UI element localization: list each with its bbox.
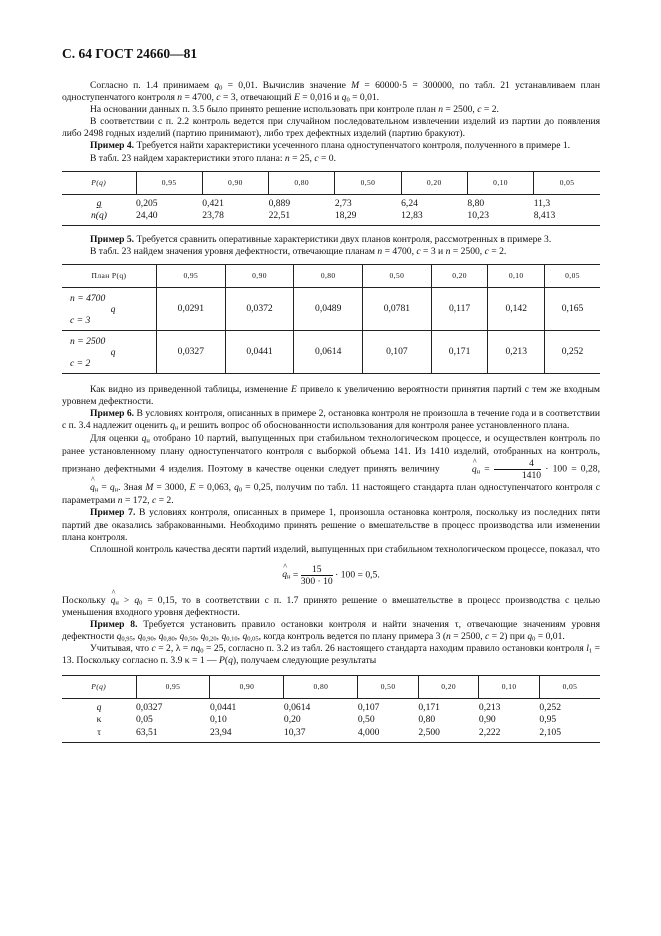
table-cell: 0,05 [136,714,153,726]
table-3-col: 0,05 [539,676,600,699]
table-cell: 22,51 [269,210,335,226]
table-1-col: 0,90 [202,171,268,194]
table-cell: 0,142 [488,288,545,331]
table-2-col: 0,80 [294,265,363,288]
table-1-col: 0,05 [534,171,600,194]
paragraph-3: В соответствии с п. 2.2 контроль ведется при случайном последовательном извлечении изделий из партии до появления либо 2498 годных изделий (партию принимают), либо трех дефектных изделий (партию бракуют). [62,116,600,140]
q-hat-symbol: ^ $q_н$ [111,595,119,607]
table-2-col: 0,50 [363,265,432,288]
table-cell: 0,117 [431,288,488,331]
table-cell: 0,205 [136,197,158,209]
table-3-col: 0,10 [479,676,540,699]
table-cell: 0,80 [418,714,436,726]
table-row [62,714,600,726]
example-8: Пример 8. Требуется установить правило остановки контроля и найти значения τ, отвечающие значениям уровня дефектности $q_{0,95}$, $q_{0,90}$, $q_{0,80}$, $q_{0,50}$, $q_{0,20}$, $q_{0,10}$, $q_{0,05}$, когда контроль ведется по плану примера 3 (n = 2500, c = 2) при $q_0 = 0,01$. [62,618,600,643]
table-cell: 0,0781 [363,288,432,331]
table-cell: 0,107 [357,702,380,714]
row-label: q [96,702,102,714]
table-cell: 2,105 [539,727,600,743]
table-cell: 0,10 [209,714,227,726]
table-row [62,194,600,210]
row-label: q [96,197,102,209]
table-2-col: 0,90 [225,265,294,288]
table-cell: 0,171 [418,702,440,714]
row-label: τ [62,727,136,743]
table-3-col: 0,80 [284,676,358,699]
table-1-head-label: P(q) [62,171,136,194]
table-cell: 2,222 [479,727,540,743]
table-3-header [62,676,600,699]
table-cell: 0,50 [357,714,375,726]
table-3-col: 0,95 [136,676,210,699]
table-row [62,331,600,374]
table-cell: 0,252 [545,331,600,374]
table-row [62,210,600,226]
example-6-estimate: Для оценки $q_н$ отобрано 10 партий, выпущенных при стабильном технологическом процессе, и осуществлен контроль по ранее установленному плану одноступенчатого контроля с выборкой объема 141. Из 1410 изделий, отобранных на контроль, признано дефектными 4 изделия. Поэтому в качестве оценки следует принять величину ^ $q_н$ = $\frac{4}{1410}$ · 100 = 0,28, ^ $q_н = q_н$. Зная M = 3000, E = 0,063, $q_0 = 0,25$, получим по табл. 11 настоящего стандарта план одноступенчатого контроля с параметрами n = 172, c = 2. [62,432,600,507]
table-1-col: 0,95 [136,171,202,194]
fraction: $\frac{15}{300 \cdot 10}$ [300,563,333,587]
example-4: Пример 4. Требуется найти характеристики усеченного плана одноступенчатого контроля, полученного в примере 1. [90,140,571,152]
example-5-line2: В табл. 23 найдем значения уровня дефектности, отвечающие планам n = 4700, c = 3 и n = 2500, c = 2. [90,245,507,257]
fraction: $\frac{4}{1410}$ [494,458,541,481]
table-3-col: 0,90 [210,676,284,699]
q-hat-symbol: ^ $q_н$ [282,569,290,581]
table-row [62,727,600,743]
table-cell: 0,107 [363,331,432,374]
table-cell: 8,413 [534,210,600,226]
table-cell: 0,0441 [209,702,237,714]
table-cell: 23,94 [210,727,284,743]
table-cell: 0,0614 [294,331,363,374]
table-cell: 0,0291 [157,288,226,331]
table-cell: 0,0614 [283,702,311,714]
table-2-head-label: План P(q) [62,265,157,288]
table-cell: 0,165 [545,288,600,331]
table-cell: 0,421 [202,197,224,209]
table-cell: 0,171 [431,331,488,374]
table-3-col: 0,50 [358,676,419,699]
example-7-p3: Поскольку ^ $q_н > q_0 = 0,15$, то в соответствии с п. 1.7 принято решение о вмешательстве в процесс производства с целью уменьшения входного уровня дефектности. [62,595,600,619]
table-3-col: 0,20 [418,676,479,699]
table-cell: 11,3 [533,197,551,209]
formula-q-hat: ^ $q_н$ = $\frac{15}{300 \cdot 10}$ · 100 = 0,5. [62,564,600,587]
table-cell: 0,889 [268,197,291,209]
table-1 [62,171,600,226]
table-cell: 0,0327 [136,702,163,714]
plan-label: n = 2500 q c = 2 [62,331,157,374]
table-cell: 0,95 [539,714,557,726]
table-cell: 12,83 [401,210,467,226]
table-3 [62,675,600,742]
example-5: Пример 5. Требуется сравнить оперативные характеристики двух планов контроля, рассмотренных в примере 3. [90,233,552,245]
table-1-col: 0,10 [467,171,533,194]
table-1-col: 0,20 [401,171,467,194]
q-hat-symbol: ^ $q_н$ [62,481,98,494]
table-2-col: 0,10 [488,265,545,288]
table-cell: 8,80 [467,197,485,209]
document-body [62,80,600,751]
plan-label: n = 4700 q c = 3 [62,288,157,331]
table-2 [62,264,600,374]
q-hat-symbol: ^ $q_н$ [444,463,480,476]
table-cell: 24,40 [136,210,202,226]
table-2-col: 0,95 [157,265,226,288]
table-2-col: 0,05 [545,265,600,288]
table-cell: 0,0489 [294,288,363,331]
paragraph-after-table-2: Как видно из приведенной таблицы, изменение E привело к увеличению вероятности принятия партий с тем же входным уровнем дефектности. [62,384,600,408]
table-row [62,288,600,331]
example-6: Пример 6. В условиях контроля, описанных в примере 2, остановка контроля не произошла в течение года и в соответствии с п. 3.4 надлежит оценить $q_н$ и решить вопрос об обоснованности использования для контроля ранее установленного плана. [62,408,600,432]
table-cell: 6,24 [401,197,418,209]
table-cell: 10,37 [284,727,358,743]
table-cell: 0,0327 [157,331,226,374]
example-7: Пример 7. В условиях контроля, описанных в примере 1, произошла остановка контроля, поскольку из последних пяти партий две оказались забракованными. Необходимо принять решение о вмешательстве в процесс производства или изменении плана контроля. [62,507,600,543]
table-cell: 0,20 [283,714,301,726]
table-cell: 0,213 [478,702,501,714]
table-cell: 0,90 [478,714,496,726]
row-label: n(q) [62,210,136,226]
table-cell: 10,23 [467,210,533,226]
paragraph-1: Согласно п. 1.4 принимаем $q_0 = 0,01$. Вычислив значение M = 60000·5 = 300000, по табл. 21 устанавливаем план одноступенчатого контроля n = 4700, c = 3, отвечающий E = 0,016 и $q_0 = 0,01$. [62,80,600,104]
table-3-head-label: P(q) [62,676,136,699]
row-label: κ [96,714,102,726]
example-7-p2: Сплошной контроль качества десяти партий изделий, выпущенных при стабильном технологическом процессе, показал, что [90,543,600,555]
paragraph-2: На основании данных п. 3.5 было принято решение использовать при контроле план n = 2500, c = 2. [90,104,499,116]
table-cell: 63,51 [136,727,210,743]
table-cell: 0,252 [539,702,561,714]
page-header: С. 64 ГОСТ 24660—81 [62,46,198,61]
table-1-col: 0,50 [335,171,401,194]
table-cell: 18,29 [335,210,401,226]
table-cell: 0,0372 [225,288,294,331]
table-cell: 2,500 [418,727,479,743]
table-1-header [62,171,600,194]
example-4-line2: В табл. 23 найдем характеристики этого плана: n = 25, c = 0. [90,152,336,164]
table-cell: 0,0441 [225,331,294,374]
table-cell: 4,000 [358,727,419,743]
table-2-col: 0,20 [431,265,488,288]
table-cell: 0,213 [488,331,545,374]
example-8-p2: Учитывая, что c = 2, $\lambda = nq_0 = 25$, согласно п. 3.2 из табл. 26 настоящего стандарта находим правило остановки контроля $l_1 = 13$. Поскольку согласно п. 3.9 κ = 1 — P(q), получаем следующие результаты [62,643,601,667]
table-cell: 2,73 [334,197,352,209]
table-1-col: 0,80 [269,171,335,194]
table-2-header [62,265,600,288]
table-row [62,699,600,715]
table-cell: 23,78 [202,210,268,226]
